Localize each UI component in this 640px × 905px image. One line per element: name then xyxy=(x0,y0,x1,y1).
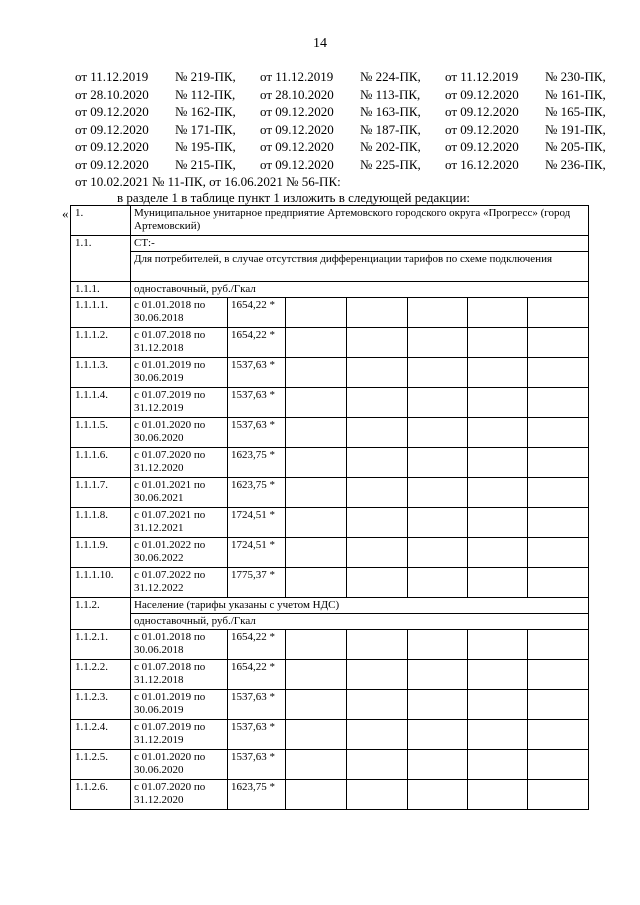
references-block xyxy=(75,68,615,191)
empty-cell xyxy=(468,660,528,690)
table-row xyxy=(71,614,589,630)
table-row xyxy=(71,598,589,614)
empty-cell xyxy=(408,538,468,568)
period-cell: с 01.01.2020 по 30.06.2020 xyxy=(131,750,228,780)
empty-cell xyxy=(408,358,468,388)
reference-date: от 09.12.2020 xyxy=(75,139,149,154)
empty-cell xyxy=(408,660,468,690)
period-cell: с 01.07.2022 по 31.12.2022 xyxy=(131,568,228,598)
table-row xyxy=(71,750,589,780)
row-number: 1.1.2.6. xyxy=(71,780,131,810)
empty-cell xyxy=(347,750,408,780)
one-part-label: одноставочный, руб./Гкал xyxy=(131,282,589,298)
empty-cell xyxy=(468,568,528,598)
page-number: 14 xyxy=(313,36,327,51)
empty-cell xyxy=(286,478,347,508)
empty-cell xyxy=(408,478,468,508)
period-cell: с 01.01.2020 по 30.06.2020 xyxy=(131,418,228,448)
empty-cell xyxy=(347,298,408,328)
empty-cell xyxy=(468,630,528,660)
empty-cell xyxy=(408,418,468,448)
empty-cell xyxy=(286,418,347,448)
empty-cell xyxy=(286,750,347,780)
empty-cell xyxy=(468,780,528,810)
empty-cell xyxy=(468,358,528,388)
table-row xyxy=(71,298,589,328)
reference-date: от 11.12.2019 xyxy=(260,69,334,84)
reference-date: от 28.10.2020 xyxy=(260,86,334,102)
empty-cell xyxy=(468,298,528,328)
reference-number: № 230-ПК, xyxy=(545,69,606,84)
reference-date: от 09.12.2020 xyxy=(75,121,149,137)
row-number: 1.1.1. xyxy=(71,282,131,298)
empty-cell xyxy=(528,358,589,388)
reference-date: от 09.12.2020 xyxy=(445,104,519,119)
reference-number: № 162-ПК, xyxy=(175,104,236,119)
reference-date: от 09.12.2020 xyxy=(445,121,519,137)
empty-cell xyxy=(528,750,589,780)
tariff-value: 1623,75 * xyxy=(228,478,286,508)
reference-row xyxy=(75,156,615,174)
table-row xyxy=(71,282,589,298)
reference-date: от 09.12.2020 xyxy=(75,156,149,172)
reference-date: от 09.12.2020 xyxy=(260,121,334,137)
empty-cell xyxy=(286,660,347,690)
empty-cell xyxy=(347,508,408,538)
empty-cell xyxy=(286,358,347,388)
tariff-value: 1724,51 * xyxy=(228,508,286,538)
empty-cell xyxy=(347,418,408,448)
empty-cell xyxy=(286,298,347,328)
empty-cell xyxy=(286,328,347,358)
row-number: 1.1.2.3. xyxy=(71,690,131,720)
empty-cell xyxy=(286,538,347,568)
empty-cell xyxy=(347,660,408,690)
period-cell: с 01.01.2018 по 30.06.2018 xyxy=(131,630,228,660)
empty-cell xyxy=(528,660,589,690)
empty-cell xyxy=(468,508,528,538)
empty-cell xyxy=(347,780,408,810)
empty-cell xyxy=(286,690,347,720)
period-cell: с 01.01.2019 по 30.06.2019 xyxy=(131,690,228,720)
tariff-value: 1537,63 * xyxy=(228,720,286,750)
empty-cell xyxy=(468,388,528,418)
reference-date: от 09.12.2020 xyxy=(260,139,334,154)
period-cell: с 01.07.2018 по 31.12.2018 xyxy=(131,660,228,690)
tariff-value: 1537,63 * xyxy=(228,358,286,388)
row-number: 1.1.2.1. xyxy=(71,630,131,660)
empty-cell xyxy=(528,418,589,448)
row-number: 1.1.1.7. xyxy=(71,478,131,508)
row-number: 1.1.2. xyxy=(71,598,131,630)
tariff-value: 1537,63 * xyxy=(228,750,286,780)
reference-date: от 09.12.2020 xyxy=(260,104,334,119)
table-row xyxy=(71,328,589,358)
references-tail: от 10.02.2021 № 11-ПК, от 16.06.2021 № 56-ПК: xyxy=(75,174,341,189)
population-label: Население (тарифы указаны с учетом НДС) xyxy=(131,598,589,614)
reference-row xyxy=(75,103,615,121)
table-row xyxy=(71,236,589,252)
empty-cell xyxy=(408,448,468,478)
empty-cell xyxy=(528,690,589,720)
reference-number: № 205-ПК, xyxy=(545,139,606,154)
reference-number: № 236-ПК, xyxy=(545,156,606,172)
reference-row xyxy=(75,138,615,156)
reference-number: № 225-ПК, xyxy=(360,156,421,172)
reference-date: от 11.12.2019 xyxy=(75,69,149,84)
empty-cell xyxy=(528,388,589,418)
row-number: 1.1.1.4. xyxy=(71,388,131,418)
tariff-value: 1623,75 * xyxy=(228,780,286,810)
reference-number: № 202-ПК, xyxy=(360,139,421,154)
empty-cell xyxy=(286,448,347,478)
empty-cell xyxy=(408,780,468,810)
empty-cell xyxy=(528,478,589,508)
empty-cell xyxy=(347,448,408,478)
tariff-value: 1775,37 * xyxy=(228,568,286,598)
empty-cell xyxy=(528,538,589,568)
empty-cell xyxy=(468,448,528,478)
table-row xyxy=(71,780,589,810)
st-label: СТ:- xyxy=(131,236,589,252)
empty-cell xyxy=(528,298,589,328)
table-row xyxy=(71,690,589,720)
empty-cell xyxy=(528,568,589,598)
reference-date: от 11.12.2019 xyxy=(445,69,519,84)
reference-number: № 191-ПК, xyxy=(545,121,606,137)
empty-cell xyxy=(408,568,468,598)
table-row xyxy=(71,538,589,568)
reference-number: № 219-ПК, xyxy=(175,69,236,84)
period-cell: с 01.01.2022 по 30.06.2022 xyxy=(131,538,228,568)
reference-number: № 113-ПК, xyxy=(360,86,421,102)
period-cell: с 01.01.2018 по 30.06.2018 xyxy=(131,298,228,328)
reference-date: от 09.12.2020 xyxy=(260,156,334,172)
empty-cell xyxy=(286,720,347,750)
empty-cell xyxy=(528,780,589,810)
empty-cell xyxy=(468,538,528,568)
tariff-value: 1537,63 * xyxy=(228,690,286,720)
row-number: 1.1.1.6. xyxy=(71,448,131,478)
empty-cell xyxy=(347,630,408,660)
empty-cell xyxy=(408,508,468,538)
row-number: 1.1.1.8. xyxy=(71,508,131,538)
table-row xyxy=(71,478,589,508)
reference-number: № 171-ПК, xyxy=(175,121,236,137)
row-number: 1.1.1.10. xyxy=(71,568,131,598)
empty-cell xyxy=(468,478,528,508)
empty-cell xyxy=(347,568,408,598)
empty-cell xyxy=(408,690,468,720)
empty-cell xyxy=(286,508,347,538)
reference-date: от 09.12.2020 xyxy=(445,139,519,154)
period-cell: с 01.07.2019 по 31.12.2019 xyxy=(131,720,228,750)
reference-date: от 16.12.2020 xyxy=(445,156,519,172)
empty-cell xyxy=(347,690,408,720)
reference-row xyxy=(75,86,615,104)
tariff-value: 1623,75 * xyxy=(228,448,286,478)
empty-cell xyxy=(286,630,347,660)
table-row xyxy=(71,720,589,750)
row-number: 1.1.1.9. xyxy=(71,538,131,568)
empty-cell xyxy=(408,328,468,358)
empty-cell xyxy=(468,418,528,448)
table-row xyxy=(71,660,589,690)
table-row xyxy=(71,252,589,282)
table-row xyxy=(71,418,589,448)
period-cell: с 01.07.2020 по 31.12.2020 xyxy=(131,780,228,810)
empty-cell xyxy=(347,388,408,418)
empty-cell xyxy=(347,720,408,750)
empty-cell xyxy=(528,508,589,538)
empty-cell xyxy=(408,388,468,418)
empty-cell xyxy=(347,328,408,358)
period-cell: с 01.01.2021 по 30.06.2021 xyxy=(131,478,228,508)
opening-quote: « xyxy=(62,206,69,221)
table-row xyxy=(71,630,589,660)
empty-cell xyxy=(468,750,528,780)
empty-cell xyxy=(408,750,468,780)
row-number: 1. xyxy=(71,206,131,236)
period-cell: с 01.07.2018 по 31.12.2018 xyxy=(131,328,228,358)
reference-number: № 165-ПК, xyxy=(545,104,606,119)
row-number: 1.1.2.4. xyxy=(71,720,131,750)
empty-cell xyxy=(286,780,347,810)
empty-cell xyxy=(286,568,347,598)
empty-cell xyxy=(347,538,408,568)
empty-cell xyxy=(347,478,408,508)
empty-cell xyxy=(528,630,589,660)
reference-date: от 28.10.2020 xyxy=(75,86,149,102)
reference-number: № 224-ПК, xyxy=(360,69,421,84)
row-number: 1.1.1.2. xyxy=(71,328,131,358)
empty-cell xyxy=(528,448,589,478)
table-row xyxy=(71,206,589,236)
empty-cell xyxy=(468,690,528,720)
reference-date: от 09.12.2020 xyxy=(445,86,519,102)
period-cell: с 01.01.2019 по 30.06.2019 xyxy=(131,358,228,388)
reference-number: № 161-ПК, xyxy=(545,86,606,102)
tariff-value: 1724,51 * xyxy=(228,538,286,568)
period-cell: с 01.07.2020 по 31.12.2020 xyxy=(131,448,228,478)
row-number: 1.1.2.5. xyxy=(71,750,131,780)
population-one-part-label: одноставочный, руб./Гкал xyxy=(131,614,589,630)
tariff-table xyxy=(70,205,589,810)
org-name: Муниципальное унитарное предприятие Артемовского городского округа «Прогресс» (город Артемовский) xyxy=(131,206,589,236)
empty-cell xyxy=(408,298,468,328)
consumers-label: Для потребителей, в случае отсутствия дифференциации тарифов по схеме подключения xyxy=(131,252,589,282)
empty-cell xyxy=(468,720,528,750)
tariff-value: 1654,22 * xyxy=(228,328,286,358)
tariff-value: 1537,63 * xyxy=(228,418,286,448)
tariff-value: 1654,22 * xyxy=(228,660,286,690)
empty-cell xyxy=(408,720,468,750)
row-number: 1.1. xyxy=(71,236,131,282)
empty-cell xyxy=(408,630,468,660)
period-cell: с 01.07.2021 по 31.12.2021 xyxy=(131,508,228,538)
tariff-value: 1654,22 * xyxy=(228,630,286,660)
reference-row xyxy=(75,121,615,139)
empty-cell xyxy=(528,720,589,750)
row-number: 1.1.1.5. xyxy=(71,418,131,448)
period-cell: с 01.07.2019 по 31.12.2019 xyxy=(131,388,228,418)
row-number: 1.1.2.2. xyxy=(71,660,131,690)
table-row xyxy=(71,508,589,538)
reference-number: № 112-ПК, xyxy=(175,86,236,102)
reference-number: № 163-ПК, xyxy=(360,104,421,119)
table-row xyxy=(71,568,589,598)
table-row xyxy=(71,358,589,388)
tariff-value: 1654,22 * xyxy=(228,298,286,328)
table-row xyxy=(71,448,589,478)
row-number: 1.1.1.1. xyxy=(71,298,131,328)
empty-cell xyxy=(347,358,408,388)
intro-text: в разделе 1 в таблице пункт 1 изложить в следующей редакции: xyxy=(117,190,471,205)
reference-number: № 215-ПК, xyxy=(175,156,236,172)
empty-cell xyxy=(528,328,589,358)
empty-cell xyxy=(468,328,528,358)
reference-number: № 195-ПК, xyxy=(175,139,236,154)
table-row xyxy=(71,388,589,418)
reference-number: № 187-ПК, xyxy=(360,121,421,137)
row-number: 1.1.1.3. xyxy=(71,358,131,388)
reference-row xyxy=(75,68,615,86)
empty-cell xyxy=(286,388,347,418)
tariff-value: 1537,63 * xyxy=(228,388,286,418)
reference-date: от 09.12.2020 xyxy=(75,104,149,119)
